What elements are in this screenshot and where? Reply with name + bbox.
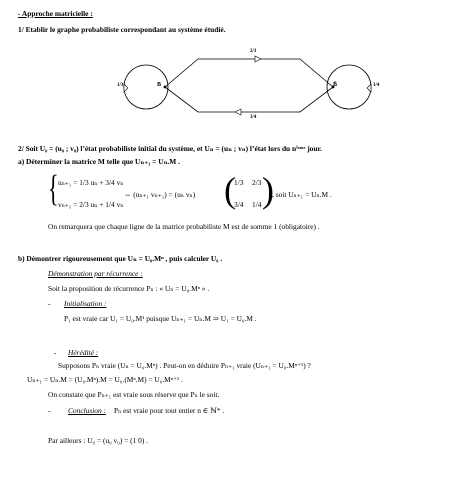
matrix-paren-right: ): [262, 170, 274, 210]
hered-label: Hérédité :: [68, 348, 99, 357]
equivalence: ⇔ (uₙ₊₁ vₙ₊₁) = (uₙ vₙ): [124, 190, 196, 199]
probabilistic-graph: [0, 0, 464, 160]
equation-u: uₙ₊₁ = 1/3 uₙ + 3/4 vₙ: [58, 178, 124, 187]
node-b: B: [157, 82, 162, 88]
demo-heading: Démonstration par récurrence :: [48, 269, 143, 278]
bullet-hered: -: [54, 348, 57, 357]
brace: {: [48, 166, 59, 210]
m12: 2/3: [252, 178, 262, 187]
hered-line-1: Supposons Pₙ vraie (Uₙ = U₀.Mⁿ) . Peut-on en déduire Pₙ₊₁ vraie (Uₙ₊₁ = U₀.Mⁿ⁺¹) ?: [58, 361, 311, 370]
edge-bottom: [165, 87, 333, 112]
proposition: Soit la proposition de récurrence Pₙ : « Uₙ = U₀.Mⁿ » .: [48, 284, 210, 293]
m11: 1/3: [234, 178, 244, 187]
prob-loop-left: 1/3: [117, 83, 124, 88]
bullet-init: -: [48, 299, 51, 308]
matrix-paren-left: (: [224, 170, 236, 210]
constat: On constate que Pₙ₊₁ est vraie sous réserve que Pₙ le soit.: [48, 390, 220, 399]
concl-label: Conclusion :: [68, 406, 106, 415]
remark: On remarquera que chaque ligne de la matrice probabiliste M est de somme 1 (obligatoire) .: [48, 222, 320, 231]
question-1: 1/ Etablir le graphe probabiliste correspondant au système étudié.: [18, 25, 226, 34]
arrow-bottom: [235, 109, 241, 115]
section-heading: - Approche matricielle :: [18, 9, 93, 18]
edge-top: [165, 59, 333, 87]
soit-text: , soit Uₙ₊₁ = Uₙ.M .: [272, 190, 332, 199]
bullet-concl: -: [48, 406, 51, 415]
arrow-top: [255, 56, 261, 62]
hered-line-2: Uₙ₊₁ = Uₙ.M = (U₀.Mⁿ).M = U₀.(Mⁿ.M) = U₀.Mⁿ⁺¹ .: [27, 375, 183, 384]
init-text: P₁ est vraie car U₁ = U₀.M¹ puisque Uₙ₊₁ = Uₙ.M ⇒ U₁ = U₀.M .: [64, 314, 257, 323]
m21: 3/4: [234, 200, 244, 209]
left-loop: [124, 65, 168, 109]
m22: 1/4: [252, 200, 262, 209]
prob-bottom: 3/4: [250, 115, 257, 120]
question-2a: a) Déterminer la matrice M telle que Uₙ₊₁ = Uₙ.M .: [18, 157, 180, 166]
node-b-bar: B̄: [333, 82, 338, 88]
equation-v: vₙ₊₁ = 2/3 uₙ + 1/4 vₙ: [58, 200, 124, 209]
prob-loop-right: 1/4: [373, 83, 380, 88]
prob-top: 2/3: [250, 49, 257, 54]
arrow-left-loop: [124, 84, 128, 92]
ailleurs: Par ailleurs : U₀ = (u₀ v₀) = (1 0) .: [48, 436, 149, 445]
question-2b: b) Démontrer rigoureusement que Uₙ = U₀.Mⁿ , puis calculer U₀ .: [18, 254, 223, 263]
init-label: Initialisation :: [64, 299, 107, 308]
concl-text: Pₙ est vraie pour tout entier n ∈ ℕ* .: [114, 406, 225, 415]
question-2: 2/ Soit U₀ = (u₀ ; v₀) l’état probabiliste initial du système, et Uₙ = (uₙ ; vₙ) l’état lors du nⁱᵉᵐᵉ jour.: [18, 144, 322, 153]
arrow-right-loop: [367, 84, 371, 92]
